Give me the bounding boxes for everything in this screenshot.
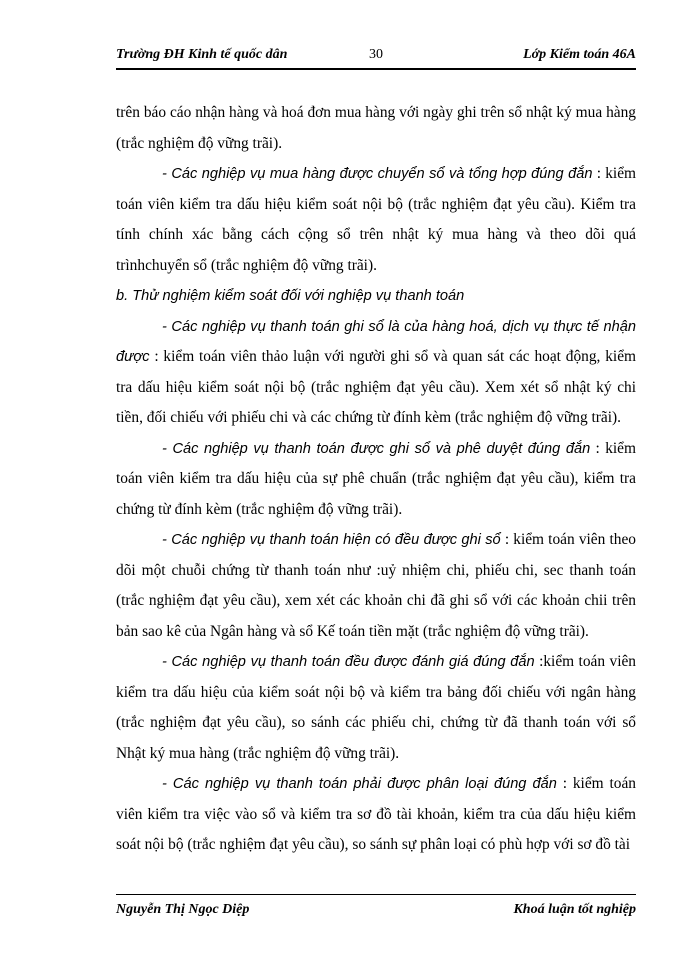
- paragraph-text: : kiểm toán viên kiểm tra dấu hiệu kiểm soát nội bộ (trắc nghiệm đạt yêu cầu). Kiểm tra tính chính xác bằng cách cộng sổ trên nhật ký mua hàng và theo dõi quá trìnhchuyển sổ (trắc nghiệm độ vững trãi).: [116, 165, 636, 274]
- paragraph-payment-valued: [116, 647, 636, 769]
- paragraph-lead: - Các nghiệp vụ thanh toán ghi sổ là của hàng hoá, dịch vụ thực tế nhận được: [116, 318, 636, 365]
- header-class: Lớp Kiểm toán 46A: [523, 47, 636, 62]
- paragraph-payment-real: [116, 312, 636, 434]
- footer-author: Nguyễn Thị Ngọc Diệp: [116, 902, 250, 917]
- paragraph-purchase-posting: [116, 159, 636, 281]
- paragraph-payment-classified: [116, 769, 636, 861]
- paragraph-text: : kiểm toán viên theo dõi một chuỗi chứng từ thanh toán như :uỷ nhiệm chi, phiếu chi, sec thanh toán (trắc nghiệm đạt yêu cầu), xem xét các khoản chi đã ghi sổ với các khoản chii trên bản sao kê của Ngân hàng và sổ Kế toán tiền mặt (trắc nghiệm độ vững trãi).: [116, 531, 636, 640]
- header-school: Trường ĐH Kinh tế quốc dân: [116, 47, 288, 62]
- paragraph-payment-recorded: [116, 525, 636, 647]
- paragraph-text: : kiểm toán viên thảo luận với người ghi sổ và quan sát các hoạt động, kiểm tra dấu hiệu kiểm soát nội bộ (trắc nghiệm đạt yêu cầu). Xem xét sổ nhật ký chi tiền, đối chiếu với phiếu chi và các chứng từ đính kèm (trắc nghiệm độ vững trãi).: [116, 348, 636, 426]
- paragraph-lead: - Các nghiệp vụ thanh toán được ghi sổ và phê duyệt đúng đắn: [162, 440, 591, 457]
- section-heading-b: b. Thử nghiệm kiểm soát đối với nghiệp vụ thanh toán: [116, 288, 465, 304]
- paragraph-payment-approved: [116, 434, 636, 526]
- page-number: 30: [369, 47, 383, 62]
- paragraph-lead: - Các nghiệp vụ thanh toán phải được phân loại đúng đắn: [162, 776, 557, 792]
- footer-doc-type: Khoá luận tốt nghiệp: [513, 902, 636, 917]
- paragraph-lead: - Các nghiệp vụ thanh toán hiện có đều được ghi sổ: [162, 532, 501, 548]
- paragraph-text: : kiểm toán viên kiểm tra dấu hiệu của sự phê chuẩn (trắc nghiệm đạt yêu cầu), kiểm tra chứng từ đính kèm (trắc nghiệm độ vững trãi).: [116, 439, 636, 518]
- paragraph-lead: - Các nghiệp vụ mua hàng được chuyển sổ và tổng hợp đúng đắn: [162, 166, 593, 182]
- page-body: [116, 98, 636, 861]
- paragraph-lead: - Các nghiệp vụ thanh toán đều được đánh giá đúng đắn: [162, 654, 535, 670]
- paragraph-text: :kiểm toán viên kiểm tra dấu hiệu của kiểm soát nội bộ và kiểm tra bảng đối chiếu với ngân hàng (trắc nghiệm đạt yêu cầu), so sánh các phiếu chi, chứng từ đã thanh toán với sổ Nhật ký mua hàng (trắc nghiệm độ vững trãi).: [116, 653, 636, 762]
- page-header: [116, 44, 636, 70]
- paragraph-text: : kiểm toán viên kiểm tra việc vào sổ và kiểm tra sơ đồ tài khoản, kiểm tra của dấu hiệu kiểm soát nội bộ (trắc nghiệm đạt yêu cầu), so sánh sự phân loại có phù hợp với sơ đồ tài: [116, 775, 636, 853]
- page-footer: [116, 894, 636, 919]
- paragraph-continuation: trên báo cáo nhận hàng và hoá đơn mua hàng với ngày ghi trên sổ nhật ký mua hàng (trắc nghiệm độ vững trãi).: [116, 104, 636, 152]
